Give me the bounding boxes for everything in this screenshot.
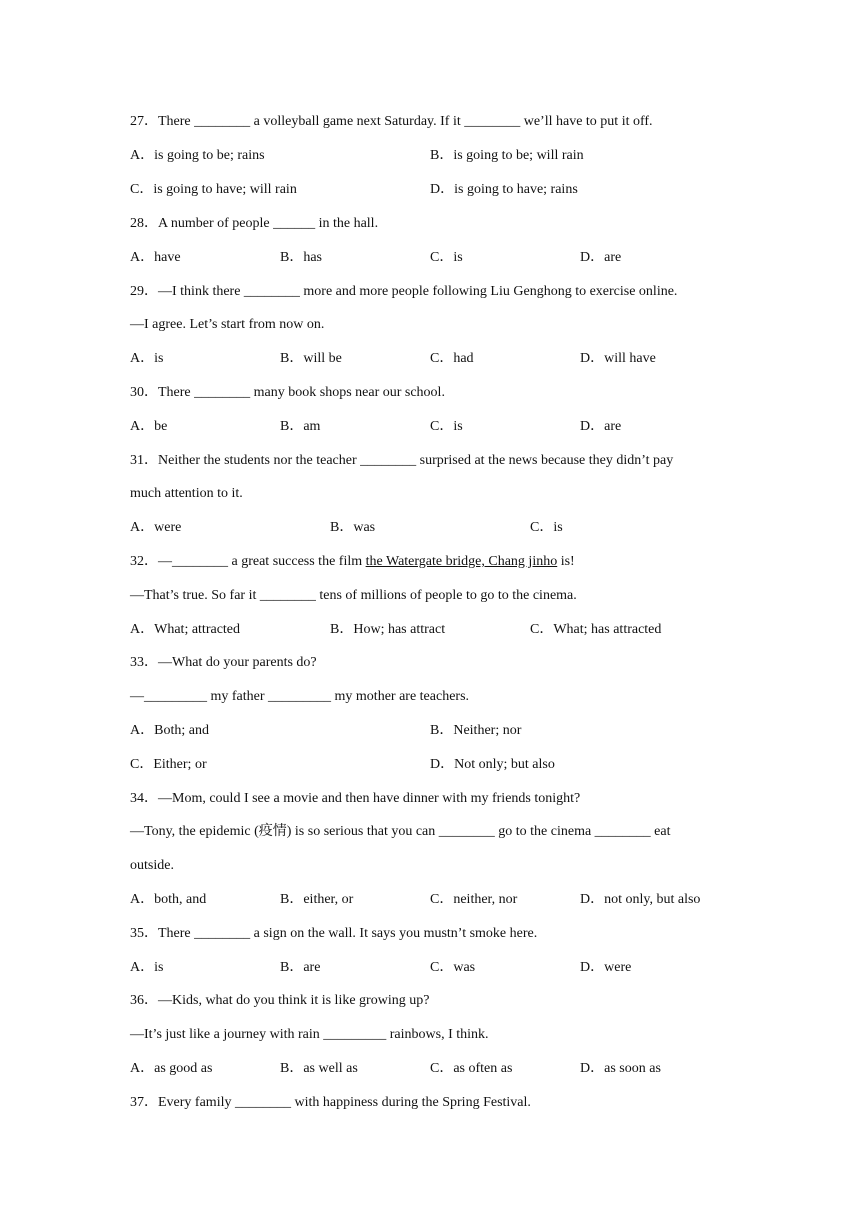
option-b: B．has [280, 250, 323, 265]
option-c: C．is [530, 520, 563, 535]
question-number: 27． [130, 114, 158, 129]
question-text: Neither the students nor the teacher ________ surprised at the news because they didn’t pay [158, 453, 674, 468]
question-32-stem: 32．—________ a great success the film the Watergate bridge, Chang jinho is! [130, 554, 575, 569]
question-36-reply: —It’s just like a journey with rain _________ rainbows, I think. [130, 1027, 489, 1042]
option-c: C．What; has attracted [530, 622, 662, 637]
option-d: D．were [580, 960, 632, 975]
question-number: 29． [130, 284, 158, 299]
question-number: 33． [130, 655, 158, 670]
question-number: 35． [130, 926, 158, 941]
option-b: B．Neither; nor [430, 723, 522, 738]
options-row [130, 417, 730, 437]
option-c: C．as often as [430, 1061, 513, 1076]
option-a: A．were [130, 520, 182, 535]
question-31-stem-cont: much attention to it. [130, 486, 243, 501]
option-d: D．Not only; but also [430, 757, 555, 772]
option-a: A．both, and [130, 892, 207, 907]
question-36-stem [130, 991, 730, 1011]
film-title: the Watergate bridge, Chang jinho [365, 554, 558, 569]
options-row [130, 349, 730, 369]
question-number: 37． [130, 1095, 158, 1110]
options-row [130, 620, 730, 640]
option-b: B．will be [280, 351, 342, 366]
option-a: A．as good as [130, 1061, 213, 1076]
options-row [130, 518, 730, 538]
option-a: A．be [130, 419, 168, 434]
options-row [130, 755, 730, 775]
question-35-stem [130, 924, 730, 944]
option-c: C．is going to have; will rain [130, 182, 297, 197]
options-row [130, 890, 730, 910]
question-text: There ________ many book shops near our school. [158, 385, 445, 400]
question-34-reply-cont: outside. [130, 858, 174, 873]
question-34-stem [130, 789, 730, 809]
question-number: 30． [130, 385, 158, 400]
option-d: D．as soon as [580, 1061, 661, 1076]
options-row [130, 1059, 730, 1079]
question-number: 28． [130, 216, 158, 231]
option-c: C．Either; or [130, 757, 207, 772]
option-b: B．was [330, 520, 376, 535]
question-33-reply: —_________ my father _________ my mother are teachers. [130, 689, 470, 704]
option-c: C．had [430, 351, 474, 366]
question-31-stem [130, 451, 730, 471]
option-a: A．Both; and [130, 723, 209, 738]
question-27-stem [130, 112, 730, 132]
question-32-reply: —That’s true. So far it ________ tens of millions of people to go to the cinema. [130, 588, 577, 603]
option-d: D．are [580, 250, 622, 265]
option-c: C．is [430, 419, 463, 434]
question-text: There ________ a volleyball game next Saturday. If it ________ we’ll have to put it off. [158, 114, 653, 129]
question-29-reply: —I agree. Let’s start from now on. [130, 317, 325, 332]
option-a: A．is going to be; rains [130, 148, 265, 163]
question-37-stem [130, 1093, 730, 1113]
option-c: C．was [430, 960, 476, 975]
option-a: A．What; attracted [130, 622, 241, 637]
question-text: —I think there ________ more and more people following Liu Genghong to exercise online. [158, 284, 678, 299]
option-b: B．are [280, 960, 321, 975]
question-34-reply: —Tony, the epidemic (疫情) is so serious that you can ________ go to the cinema ________ eat [130, 824, 671, 839]
option-d: D．will have [580, 351, 656, 366]
question-29-stem [130, 282, 730, 302]
option-c: C．neither, nor [430, 892, 518, 907]
question-text: There ________ a sign on the wall. It says you mustn’t smoke here. [158, 926, 538, 941]
option-a: A．have [130, 250, 181, 265]
question-number: 36． [130, 993, 158, 1008]
option-b: B．is going to be; will rain [430, 148, 584, 163]
option-b: B．am [280, 419, 321, 434]
question-30-stem [130, 383, 730, 403]
question-text: —Kids, what do you think it is like growing up? [158, 993, 430, 1008]
options-row [130, 721, 730, 741]
question-text: Every family ________ with happiness during the Spring Festival. [158, 1095, 531, 1110]
option-b: B．How; has attract [330, 622, 446, 637]
option-a: A．is [130, 960, 164, 975]
option-d: D．not only, but also [580, 892, 701, 907]
options-row [130, 958, 730, 978]
options-row [130, 146, 730, 166]
option-b: B．either, or [280, 892, 354, 907]
options-row [130, 248, 730, 268]
option-c: C．is [430, 250, 463, 265]
question-28-stem [130, 214, 730, 234]
option-b: B．as well as [280, 1061, 358, 1076]
option-a: A．is [130, 351, 164, 366]
question-number: 32． [130, 554, 158, 569]
question-text: —What do your parents do? [158, 655, 317, 670]
question-text: A number of people ______ in the hall. [158, 216, 379, 231]
options-row [130, 180, 730, 200]
question-number: 34． [130, 791, 158, 806]
option-d: D．are [580, 419, 622, 434]
option-d: D．is going to have; rains [430, 182, 578, 197]
question-33-stem [130, 653, 730, 673]
question-number: 31． [130, 453, 158, 468]
question-text: —Mom, could I see a movie and then have dinner with my friends tonight? [158, 791, 581, 806]
